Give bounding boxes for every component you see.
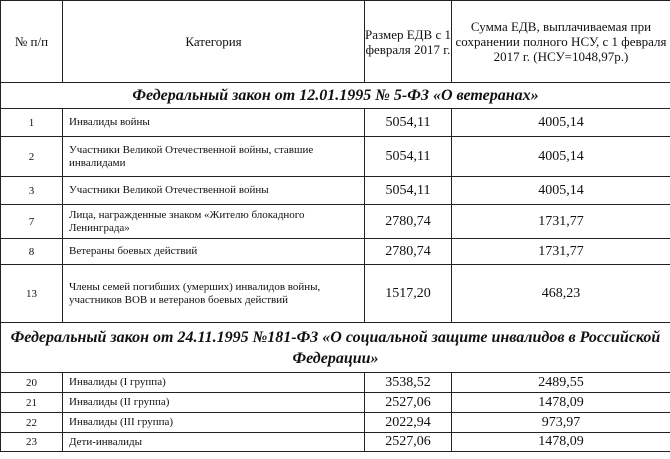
law-row: [1, 323, 670, 373]
header-row: [1, 1, 670, 83]
table-row: [1, 373, 670, 393]
row-nsu: 1478,09: [452, 433, 670, 452]
table-row: [1, 137, 670, 177]
row-edv: 3538,52: [365, 373, 452, 393]
table-row: [1, 205, 670, 239]
table-row: [1, 413, 670, 433]
header-category: Категория: [63, 1, 365, 83]
header-edv-nsu: Сумма ЕДВ, выплачиваемая при сохранении полного НСУ, с 1 февраля 2017 г. (НСУ=1048,97р.): [452, 1, 670, 83]
row-edv: 5054,11: [365, 109, 452, 137]
law-title: Федеральный закон от 24.11.1995 №181-ФЗ «О социальной защите инвалидов в Российской Федерации»: [1, 323, 670, 373]
table-row: [1, 265, 670, 323]
row-number: 3: [1, 177, 63, 205]
row-nsu: 4005,14: [452, 109, 670, 137]
row-category: Участники Великой Отечественной войны, ставшие инвалидами: [63, 137, 365, 177]
row-number: 23: [1, 433, 63, 452]
row-edv: 2022,94: [365, 413, 452, 433]
table-row: [1, 393, 670, 413]
row-category: Участники Великой Отечественной войны: [63, 177, 365, 205]
row-number: 21: [1, 393, 63, 413]
row-nsu: 468,23: [452, 265, 670, 323]
row-category: Члены семей погибших (умерших) инвалидов войны, участников ВОВ и ветеранов боевых действий: [63, 265, 365, 323]
table-row: [1, 109, 670, 137]
table-row: [1, 239, 670, 265]
row-nsu: 1731,77: [452, 205, 670, 239]
table-row: [1, 433, 670, 452]
row-nsu: 1478,09: [452, 393, 670, 413]
row-category: Лица, награжденные знаком «Жителю блокадного Ленинграда»: [63, 205, 365, 239]
row-edv: 2527,06: [365, 433, 452, 452]
row-nsu: 973,97: [452, 413, 670, 433]
row-number: 20: [1, 373, 63, 393]
row-edv: 2780,74: [365, 239, 452, 265]
row-edv: 5054,11: [365, 137, 452, 177]
row-number: 8: [1, 239, 63, 265]
row-category: Ветераны боевых действий: [63, 239, 365, 265]
header-edv-size: Размер ЕДВ с 1 февраля 2017 г.: [365, 1, 452, 83]
row-nsu: 4005,14: [452, 137, 670, 177]
row-number: 1: [1, 109, 63, 137]
row-number: 7: [1, 205, 63, 239]
row-number: 2: [1, 137, 63, 177]
row-number: 22: [1, 413, 63, 433]
row-category: Инвалиды (III группа): [63, 413, 365, 433]
row-nsu: 1731,77: [452, 239, 670, 265]
row-category: Инвалиды (I группа): [63, 373, 365, 393]
row-edv: 5054,11: [365, 177, 452, 205]
row-category: Инвалиды войны: [63, 109, 365, 137]
row-edv: 2780,74: [365, 205, 452, 239]
table-row: [1, 177, 670, 205]
row-number: 13: [1, 265, 63, 323]
row-nsu: 2489,55: [452, 373, 670, 393]
header-num: № п/п: [1, 1, 63, 83]
law-title: Федеральный закон от 12.01.1995 № 5-ФЗ «О ветеранах»: [1, 83, 670, 109]
law-row: [1, 83, 670, 109]
row-nsu: 4005,14: [452, 177, 670, 205]
row-edv: 2527,06: [365, 393, 452, 413]
row-category: Дети-инвалиды: [63, 433, 365, 452]
row-edv: 1517,20: [365, 265, 452, 323]
row-category: Инвалиды (II группа): [63, 393, 365, 413]
